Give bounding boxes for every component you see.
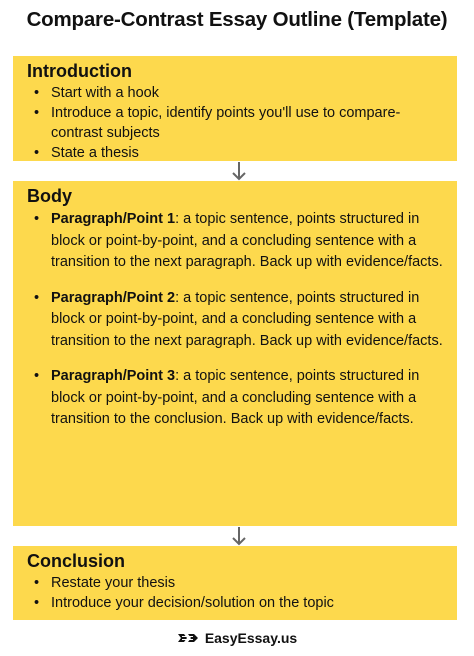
brand-name: EasyEssay.us	[204, 630, 298, 646]
list-item: • State a thesis	[34, 145, 139, 161]
paragraph-text: : a topic sentence, points structured in block or point-by-point, and a concluding sentence with a transition to the next paragraph. Back up with evidence/facts.	[51, 211, 443, 270]
list-item: • Restate your thesis	[34, 575, 176, 591]
bullet-icon: •	[34, 85, 40, 101]
down-arrow-icon	[229, 526, 249, 546]
list-item: • Introduce a topic, identify points you'll use to compare-contrast subjects	[34, 105, 401, 141]
bullet-icon: •	[34, 145, 40, 161]
paragraph-label: Paragraph/Point 2	[51, 289, 176, 306]
easyessay-logo-icon	[177, 631, 199, 645]
paragraph-label: Paragraph/Point 1	[51, 211, 176, 227]
list-item: • Start with a hook	[34, 85, 159, 101]
body-paragraph-2	[27, 288, 449, 353]
bullet-icon: •	[34, 211, 40, 227]
body-box	[13, 181, 457, 526]
conclusion-heading: Conclusion	[27, 551, 125, 571]
bullet-icon: •	[34, 575, 40, 591]
bullet-icon: •	[34, 595, 40, 611]
body-heading: Body	[27, 186, 72, 206]
paragraph-text: : a topic sentence, points structured in block or point-by-point, and a concluding sentence with a transition to the conclusion. Back up with evidence/facts.	[51, 368, 420, 427]
conclusion-box	[13, 546, 457, 620]
paragraph-text: : a topic sentence, points structured in block or point-by-point, and a concluding sentence with a transition to the next paragraph. Back up with evidence/facts.	[51, 289, 443, 349]
body-paragraph-3	[27, 366, 449, 431]
footer	[0, 630, 474, 646]
body-paragraph-1	[27, 209, 449, 274]
down-arrow-icon	[229, 161, 249, 181]
introduction-box	[13, 56, 457, 161]
conclusion-list	[27, 573, 449, 613]
page-title: Compare-Contrast Essay Outline (Template)	[26, 8, 448, 31]
introduction-heading: Introduction	[27, 61, 132, 81]
bullet-icon: •	[34, 368, 40, 384]
introduction-list	[27, 83, 449, 163]
bullet-icon: •	[34, 105, 40, 121]
bullet-icon: •	[34, 289, 40, 306]
list-item: • Introduce your decision/solution on the topic	[34, 595, 334, 611]
paragraph-label: Paragraph/Point 3	[51, 368, 176, 384]
